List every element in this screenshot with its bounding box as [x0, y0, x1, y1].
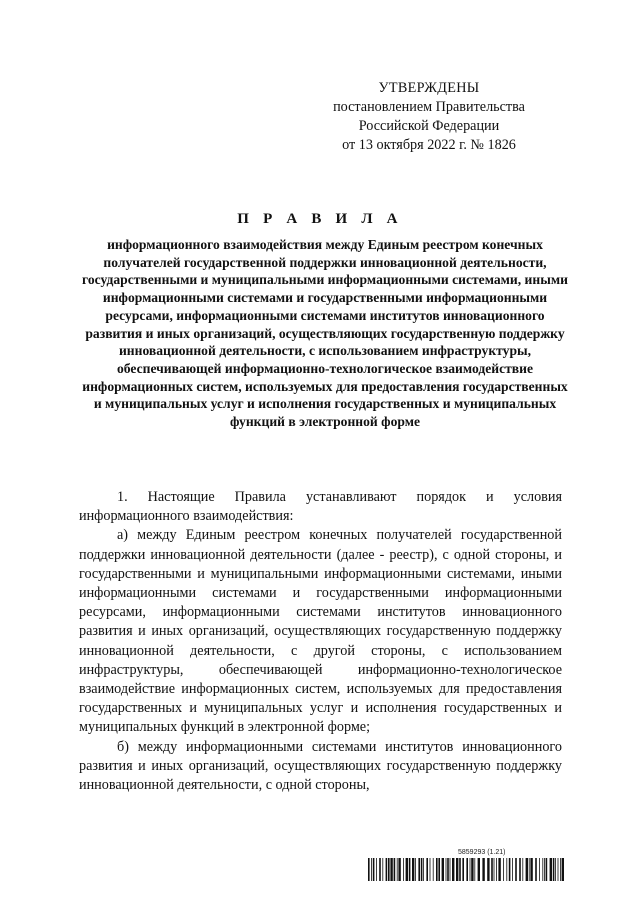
document-body [79, 488, 562, 795]
paragraph-a: а) между Единым реестром конечных получателей государственной поддержки инновационной деятельности (далее - реестр), с одной стороны, и государственными и муниципальными информационными системами, иными информационными системами и государственными информационными ресурсами, информационными системами институтов инновационного развития и иных организаций, осуществляющих государственную поддержку инновационной деятельности, с другой стороны, с использованием инфраструктуры, обеспечивающей информационно-технологическое взаимодействие информационных систем, используемых для предоставления государственных и муниципальных услуг и исполнения государственных и муниципальных функций в электронной форме; [79, 527, 562, 736]
paragraph-b: б) между информационными системами институтов инновационного развития и иных организаций, осуществляющих государственную поддержку инновационной деятельности, с одной стороны, [79, 738, 562, 794]
paragraph-1: 1. Настоящие Правила устанавливают порядок и условия информационного взаимодействия: [79, 489, 562, 525]
barcode-icon [368, 858, 564, 881]
document-subtitle: информационного взаимодействия между Единым реестром конечных получателей государственной поддержки инновационной деятельности, государственными и муниципальными информационными системами, иными информационными системами и государственными информационными ресурсами, информационными системами институтов инновационного развития и иных организаций, осуществляющих государственную поддержку инновационной деятельности, с использованием инфраструктуры, обеспечивающей информационно-технологическое взаимодействие информационных систем, используемых для предоставления государственных и муниципальных услуг и исполнения государственных и муниципальных функций в электронной форме [82, 237, 568, 430]
approval-heading: УТВЕРЖДЕНЫ [378, 80, 480, 96]
approval-block [300, 79, 558, 155]
document-title: П Р А В И Л А [237, 211, 403, 227]
approval-date-number: от 13 октября 2022 г. № 1826 [342, 137, 516, 153]
approval-line-2: Российской Федерации [358, 118, 500, 134]
document-code: 5859293 (1.21) [458, 849, 506, 856]
approval-line-1: постановлением Правительства [333, 99, 525, 115]
